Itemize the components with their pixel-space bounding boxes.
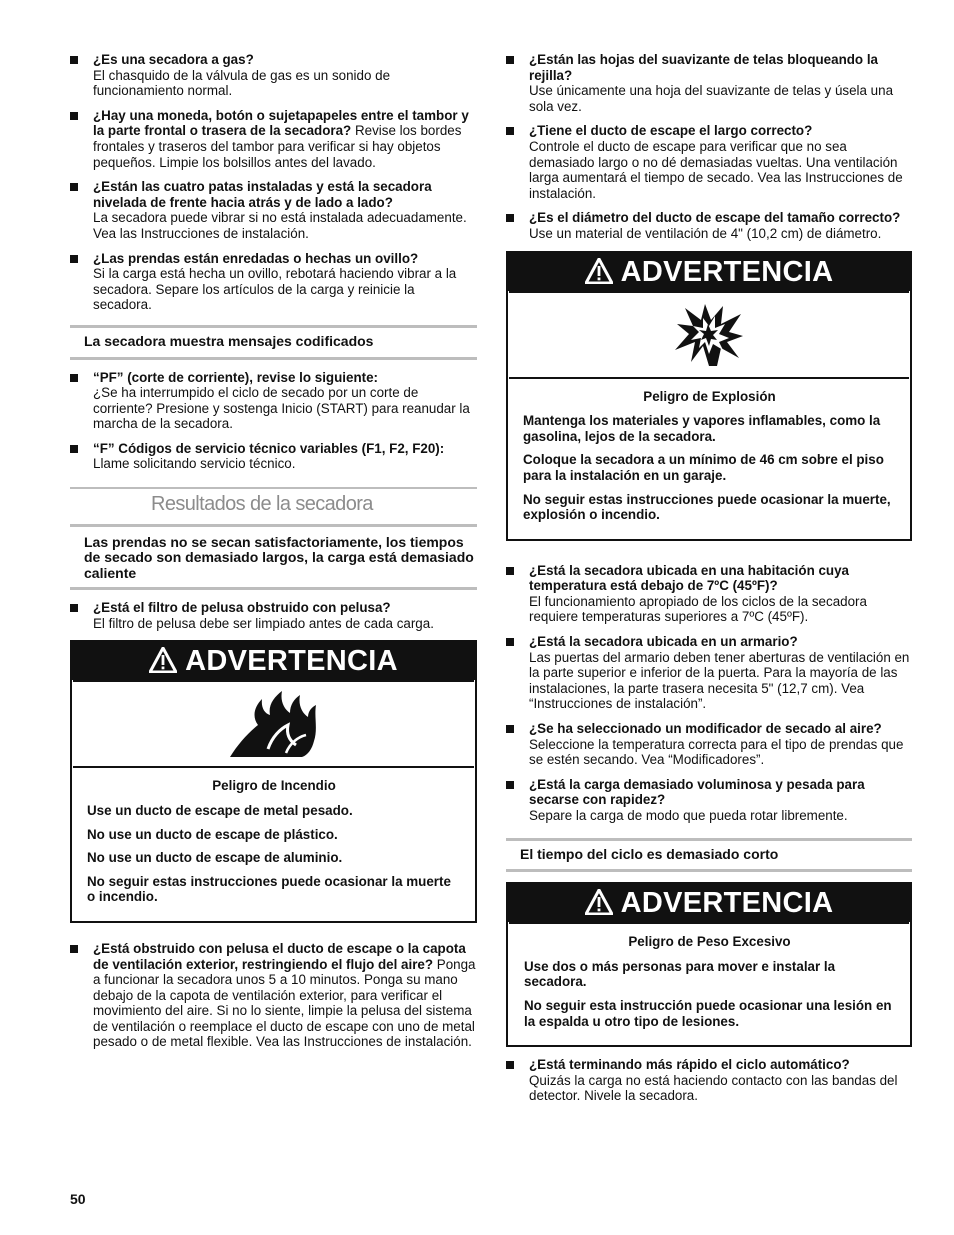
list-item xyxy=(506,52,912,114)
answer: El funcionamiento apropiado de los ciclos de la secadora requiere temperaturas superiores a 7ºC (45ºF). xyxy=(529,593,867,625)
list-item xyxy=(70,179,477,241)
question: ¿Está la carga demasiado voluminosa y pesada para secarse con rapidez? xyxy=(529,776,865,808)
list-item xyxy=(70,441,477,472)
list-item xyxy=(506,210,912,241)
square-bullet-icon xyxy=(506,1061,514,1069)
answer: Use únicamente una hoja del suavizante de telas y úsela una sola vez. xyxy=(529,83,894,114)
square-bullet-icon xyxy=(506,725,514,733)
right-column xyxy=(506,52,912,1113)
square-bullet-icon xyxy=(506,567,514,575)
question: ¿Están las cuatro patas instaladas y está la secadora nivelada de frente hacia atrás y de lado a lado? xyxy=(93,179,432,210)
warning-banner-text: ADVERTENCIA xyxy=(185,645,398,678)
warning-banner-text: ADVERTENCIA xyxy=(620,255,834,288)
warning-banner xyxy=(72,642,475,680)
square-bullet-icon xyxy=(70,604,78,612)
warning-banner xyxy=(508,253,910,291)
warning-line: Mantenga los materiales y vapores inflamables, como la gasolina, lejos de la secadora. xyxy=(523,413,881,444)
warning-line: Coloque la secadora a un mínimo de 46 cm sobre el piso para la instalación en un garaje. xyxy=(523,452,884,483)
square-bullet-icon xyxy=(506,127,514,135)
answer: Use un material de ventilación de 4" (10,2 cm) de diámetro. xyxy=(529,225,882,241)
warning-banner xyxy=(508,884,910,922)
warning-line: No use un ducto de escape de aluminio. xyxy=(87,850,343,866)
fire-hazard-icon xyxy=(73,680,474,768)
page-number: 50 xyxy=(70,1191,86,1207)
section-heading-coded-messages: La secadora muestra mensajes codificados xyxy=(70,325,477,360)
section-heading-not-drying: Las prendas no se secan satisfactoriamente, los tiempos de secado son demasiado largos, la carga está demasiado caliente xyxy=(70,524,477,591)
square-bullet-icon xyxy=(506,781,514,789)
answer: Separe la carga de modo que pueda rotar libremente. xyxy=(529,808,848,823)
square-bullet-icon xyxy=(70,374,78,382)
section-heading-cycle-short: El tiempo del ciclo es demasiado corto xyxy=(506,838,912,873)
list-item xyxy=(70,600,477,631)
fire-warning-box xyxy=(70,640,477,923)
warning-triangle-icon xyxy=(149,645,177,683)
answer: Seleccione la temperatura correcta para el tipo de prendas que se estén secando. Vea “Modificadores”. xyxy=(529,736,904,768)
warning-line: No seguir esta instrucción puede ocasionar una lesión en la espalda u otro tipo de lesiones. xyxy=(524,997,892,1029)
question: ¿Las prendas están enredadas o hechas un ovillo? xyxy=(93,250,419,266)
question: “PF” (corte de corriente), revise lo siguiente: xyxy=(93,369,378,385)
question: ¿Hay una moneda, botón o sujetapapeles entre el tambor y la parte frontal o trasera de la secadora? xyxy=(93,107,469,139)
warning-line: Use dos o más personas para mover e instalar la secadora. xyxy=(524,958,836,990)
list-item xyxy=(506,123,912,201)
question: ¿Es una secadora a gas? xyxy=(93,52,254,67)
list-item xyxy=(70,251,477,313)
answer: Si la carga está hecha un ovillo, rebotará haciendo vibrar a la secadora. Separe los artículos de la carga y reinicie la secadora. xyxy=(93,266,457,313)
question: ¿Está la secadora ubicada en una habitación cuya temperatura está debajo de 7ºC (45ºF)? xyxy=(529,562,849,594)
square-bullet-icon xyxy=(506,214,514,222)
square-bullet-icon xyxy=(70,255,78,263)
answer: Revise los bordes frontales y traseros del tambor para verificar si hay objetos pequeños. Limpie los bolsillos antes del lavado. xyxy=(93,123,462,170)
list-item xyxy=(70,370,477,432)
square-bullet-icon xyxy=(506,56,514,64)
warning-body xyxy=(72,768,475,921)
square-bullet-icon xyxy=(70,445,78,453)
warning-line: No seguir estas instrucciones puede ocasionar la muerte, explosión o incendio. xyxy=(523,491,891,523)
warning-line: No use un ducto de escape de plástico. xyxy=(87,826,338,842)
warning-line: Use un ducto de escape de metal pesado. xyxy=(87,802,353,818)
answer: Controle el ducto de escape para verificar que no sea demasiado largo o no dé demasiadas vueltas. Una ventilación larga aumentará el tiempo de secado. Vea las Instrucciones de instalación. xyxy=(529,138,903,201)
question: ¿Es el diámetro del ducto de escape del tamaño correcto? xyxy=(529,210,901,226)
results-section-title: Resultados de la secadora xyxy=(70,487,477,520)
warning-banner-text: ADVERTENCIA xyxy=(620,887,834,920)
square-bullet-icon xyxy=(70,945,78,953)
question: “F” Códigos de servicio técnico variables (F1, F2, F20): xyxy=(93,440,445,456)
list-item xyxy=(506,777,912,824)
weight-warning-box xyxy=(506,882,912,1047)
answer: La secadora puede vibrar si no está instalada adecuadamente. Vea las Instrucciones de instalación. xyxy=(93,210,467,241)
explosion-warning-box xyxy=(506,251,912,541)
answer: El chasquido de la válvula de gas es un sonido de funcionamiento normal. xyxy=(93,67,391,99)
question: ¿Se ha seleccionado un modificador de secado al aire? xyxy=(529,721,882,737)
warning-triangle-icon xyxy=(585,887,613,925)
warning-body xyxy=(509,922,909,1045)
left-column xyxy=(70,52,477,1059)
question: ¿Está el filtro de pelusa obstruido con pelusa? xyxy=(93,600,391,616)
answer: Las puertas del armario deben tener aberturas de ventilación en la parte superior e inferior de la puerta. Para la mayoría de las instalaciones, la parte trasera necesita 5" (12,7 cm). Vea “Instrucciones de instalación”. xyxy=(529,649,910,712)
square-bullet-icon xyxy=(70,112,78,120)
list-item xyxy=(506,1057,912,1104)
question: ¿Están las hojas del suavizante de telas bloqueando la rejilla? xyxy=(529,52,879,83)
list-item xyxy=(506,634,912,712)
answer: ¿Se ha interrumpido el ciclo de secado por un corte de corriente? Presione y sostenga Inicio (START) para reanudar la marcha de la secadora. xyxy=(93,385,470,432)
square-bullet-icon xyxy=(70,56,78,64)
warning-body xyxy=(508,379,910,539)
list-item xyxy=(70,52,477,99)
list-item xyxy=(70,941,477,1050)
question: ¿Está obstruido con pelusa el ducto de escape o la capota de ventilación exterior, restringiendo el flujo del aire? xyxy=(93,940,466,972)
answer: Ponga a funcionar la secadora unos 5 a 10 minutos. Ponga su mano debajo de la capota de ventilación exterior, para verificar el movimiento del aire. Si no lo siente, limpie la pelusa del sistema de ventilación o reemplace el ducto de escape con uno de metal pesado o de metal flexible. Vea las Instrucciones de instalación. xyxy=(93,956,476,1050)
answer: El filtro de pelusa debe ser limpiado antes de cada carga. xyxy=(93,615,434,631)
explosion-hazard-icon xyxy=(509,291,909,379)
question: ¿Está terminando más rápido el ciclo automático? xyxy=(529,1057,850,1073)
list-item xyxy=(506,563,912,625)
hazard-title: Peligro de Incendio xyxy=(212,778,336,794)
hazard-title: Peligro de Peso Excesivo xyxy=(628,934,791,950)
hazard-title: Peligro de Explosión xyxy=(643,388,776,404)
answer: Quizás la carga no está haciendo contacto con las bandas del detector. Nivele la secadora. xyxy=(529,1072,898,1104)
question: ¿Tiene el ducto de escape el largo correcto? xyxy=(529,123,813,139)
list-item xyxy=(506,721,912,768)
warning-line: No seguir estas instrucciones puede ocasionar la muerte o incendio. xyxy=(87,873,451,905)
square-bullet-icon xyxy=(70,183,78,191)
list-item xyxy=(70,108,477,170)
warning-triangle-icon xyxy=(585,256,613,294)
answer: Llame solicitando servicio técnico. xyxy=(93,456,296,472)
square-bullet-icon xyxy=(506,638,514,646)
question: ¿Está la secadora ubicada en un armario? xyxy=(529,634,798,650)
